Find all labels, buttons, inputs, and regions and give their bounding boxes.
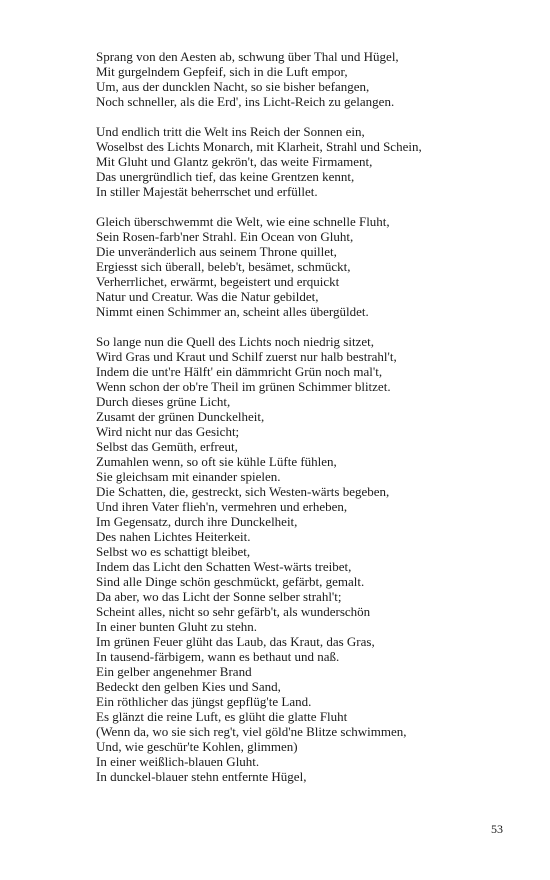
poem-line: Zumahlen wenn, so oft sie kühle Lüfte fühlen, [96, 454, 337, 469]
poem-line: So lange nun die Quell des Lichts noch niedrig sitzet, [96, 334, 374, 349]
poem-line: Die Schatten, die, gestreckt, sich Westen-wärts begeben, [96, 484, 390, 499]
poem-line: Ergiesst sich überall, beleb't, besämet, schmückt, [96, 259, 351, 274]
stanza-break [96, 199, 516, 214]
poem-line: Wird Gras und Kraut und Schilf zuerst nur halb bestrahl't, [96, 349, 397, 364]
poem-line: Zusamt der grünen Dunckelheit, [96, 409, 265, 424]
poem-line: Und, wie geschür'te Kohlen, glimmen) [96, 739, 298, 754]
poem-line: Selbst das Gemüth, erfreut, [96, 439, 238, 454]
poem-line: Indem das Licht den Schatten West-wärts treibet, [96, 559, 352, 574]
poem-line: Verherrlichet, erwärmt, begeistert und erquickt [96, 274, 340, 289]
poem-line: Woselbst des Lichts Monarch, mit Klarheit, Strahl und Schein, [96, 139, 422, 154]
poem-line: Wenn schon der ob're Theil im grünen Schimmer blitzet. [96, 379, 391, 394]
poem-line: Indem die unt're Hälft' ein dämmricht Grün noch mal't, [96, 364, 383, 379]
poem-line: Im grünen Feuer glüht das Laub, das Kraut, das Gras, [96, 634, 375, 649]
poem-line: Des nahen Lichtes Heiterkeit. [96, 529, 251, 544]
poem-line: Nimmt einen Schimmer an, scheint alles übergüldet. [96, 304, 369, 319]
poem-line: In einer bunten Gluht zu stehn. [96, 619, 258, 634]
poem-text [96, 49, 516, 784]
poem-line: Sprang von den Aesten ab, schwung über Thal und Hügel, [96, 49, 399, 64]
poem-line: Wird nicht nur das Gesicht; [96, 424, 240, 439]
poem-line: Ein röthlicher das jüngst gepflüg'te Land. [96, 694, 312, 709]
poem-line: Um, aus der duncklen Nacht, so sie bisher befangen, [96, 79, 370, 94]
stanza-break [96, 319, 516, 334]
poem-line: Noch schneller, als die Erd', ins Licht-Reich zu gelangen. [96, 94, 395, 109]
poem-line: Sie gleichsam mit einander spielen. [96, 469, 281, 484]
poem-line: Mit Gluht und Glantz gekrön't, das weite Firmament, [96, 154, 373, 169]
poem-line: Sein Rosen-farb'ner Strahl. Ein Ocean von Gluht, [96, 229, 354, 244]
poem-line: Durch dieses grüne Licht, [96, 394, 231, 409]
poem-line: Bedeckt den gelben Kies und Sand, [96, 679, 281, 694]
poem-line: Ein gelber angenehmer Brand [96, 664, 252, 679]
poem-line: Und endlich tritt die Welt ins Reich der Sonnen ein, [96, 124, 365, 139]
poem-line: Mit gurgelndem Gepfeif, sich in die Luft empor, [96, 64, 348, 79]
poem-line: In einer weißlich-blauen Gluht. [96, 754, 260, 769]
poem-line: In tausend-färbigem, wann es bethaut und naß. [96, 649, 340, 664]
poem-line: Da aber, wo das Licht der Sonne selber strahl't; [96, 589, 342, 604]
poem-line: (Wenn da, wo sie sich reg't, viel göld'ne Blitze schwimmen, [96, 724, 407, 739]
poem-line: Im Gegensatz, durch ihre Dunckelheit, [96, 514, 298, 529]
poem-line: Und ihren Vater flieh'n, vermehren und erheben, [96, 499, 348, 514]
poem-line: Sind alle Dinge schön geschmückt, gefärbt, gemalt. [96, 574, 365, 589]
poem-line: In dunckel-blauer stehn entfernte Hügel, [96, 769, 307, 784]
poem-line: Die unveränderlich aus seinem Throne quillet, [96, 244, 337, 259]
poem-line: Selbst wo es schattigt bleibet, [96, 544, 251, 559]
stanza-break [96, 109, 516, 124]
poem-line: Das unergründlich tief, das keine Grentzen kennt, [96, 169, 355, 184]
poem-line: Scheint alles, nicht so sehr gefärb't, als wunderschön [96, 604, 371, 619]
poem-line: In stiller Majestät beherrschet und erfüllet. [96, 184, 318, 199]
page-number: 53 [491, 822, 503, 836]
poem-line: Gleich überschwemmt die Welt, wie eine schnelle Fluht, [96, 214, 390, 229]
poem-line: Natur und Creatur. Was die Natur gebildet, [96, 289, 319, 304]
poem-line: Es glänzt die reine Luft, es glüht die glatte Fluht [96, 709, 348, 724]
